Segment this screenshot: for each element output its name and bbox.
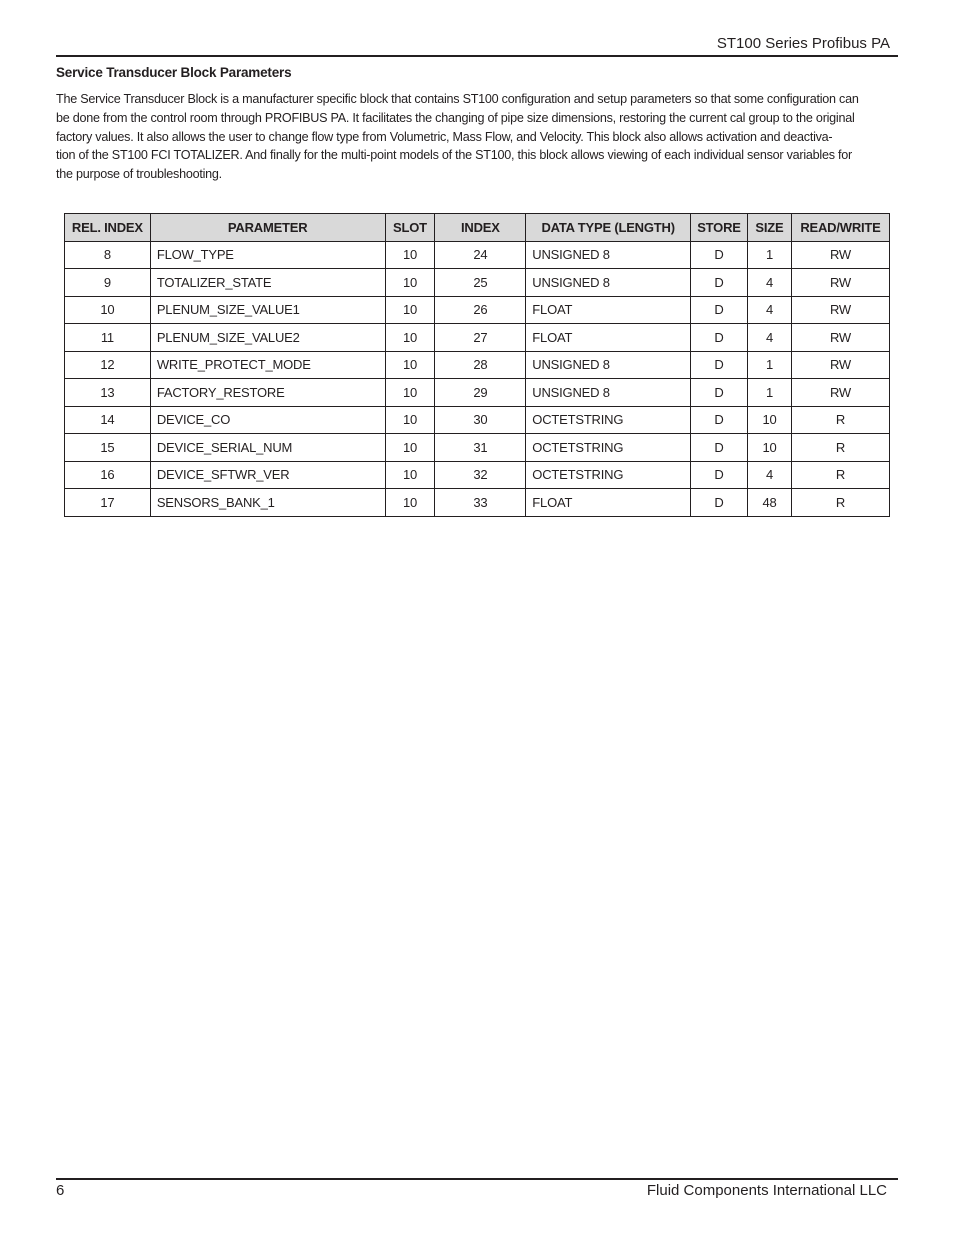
cell-store: D — [691, 406, 748, 434]
cell-data-type: OCTETSTRING — [526, 406, 691, 434]
cell-index: 30 — [435, 406, 526, 434]
cell-data-type: FLOAT — [526, 324, 691, 352]
cell-parameter: FACTORY_RESTORE — [150, 379, 385, 407]
cell-parameter: SENSORS_BANK_1 — [150, 489, 385, 517]
cell-index: 29 — [435, 379, 526, 407]
cell-data-type: OCTETSTRING — [526, 434, 691, 462]
cell-rel-index: 15 — [65, 434, 151, 462]
cell-read-write: RW — [791, 351, 889, 379]
cell-index: 31 — [435, 434, 526, 462]
cell-index: 27 — [435, 324, 526, 352]
table-body — [65, 241, 890, 516]
cell-parameter: DEVICE_CO — [150, 406, 385, 434]
section-title: Service Transducer Block Parameters — [56, 65, 292, 80]
cell-parameter: PLENUM_SIZE_VALUE1 — [150, 296, 385, 324]
cell-rel-index: 9 — [65, 269, 151, 297]
column-header-data-type: DATA TYPE (LENGTH) — [526, 214, 691, 242]
table-row — [65, 296, 890, 324]
cell-parameter: DEVICE_SERIAL_NUM — [150, 434, 385, 462]
cell-index: 28 — [435, 351, 526, 379]
cell-rel-index: 12 — [65, 351, 151, 379]
table-row — [65, 434, 890, 462]
cell-rel-index: 17 — [65, 489, 151, 517]
intro-paragraph — [56, 90, 898, 184]
column-header-size: SIZE — [747, 214, 791, 242]
cell-size: 1 — [747, 351, 791, 379]
column-header-read-write: READ/WRITE — [791, 214, 889, 242]
column-header-store: STORE — [691, 214, 748, 242]
table-header-row — [65, 214, 890, 242]
cell-parameter: DEVICE_SFTWR_VER — [150, 461, 385, 489]
table-row — [65, 241, 890, 269]
cell-read-write: R — [791, 406, 889, 434]
cell-read-write: RW — [791, 324, 889, 352]
table-row — [65, 324, 890, 352]
cell-store: D — [691, 241, 748, 269]
cell-parameter: PLENUM_SIZE_VALUE2 — [150, 324, 385, 352]
cell-data-type: FLOAT — [526, 489, 691, 517]
cell-size: 1 — [747, 241, 791, 269]
intro-line: factory values. It also allows the user to change flow type from Volumetric, Mass Flow, and Velocity. This block also allows activation and deactiva- — [56, 129, 833, 144]
column-header-parameter: PARAMETER — [150, 214, 385, 242]
cell-store: D — [691, 461, 748, 489]
cell-slot: 10 — [385, 269, 435, 297]
cell-slot: 10 — [385, 489, 435, 517]
table-row — [65, 379, 890, 407]
cell-parameter: FLOW_TYPE — [150, 241, 385, 269]
column-header-rel-index: REL. INDEX — [65, 214, 151, 242]
table-row — [65, 461, 890, 489]
table-row — [65, 269, 890, 297]
cell-data-type: OCTETSTRING — [526, 461, 691, 489]
cell-data-type: UNSIGNED 8 — [526, 379, 691, 407]
cell-index: 24 — [435, 241, 526, 269]
cell-size: 1 — [747, 379, 791, 407]
cell-store: D — [691, 379, 748, 407]
cell-data-type: UNSIGNED 8 — [526, 269, 691, 297]
intro-line: tion of the ST100 FCI TOTALIZER. And finally for the multi-point models of the ST100, this block allows viewing of each individual sensor variables for — [56, 148, 852, 163]
cell-index: 33 — [435, 489, 526, 517]
cell-size: 4 — [747, 269, 791, 297]
column-header-index: INDEX — [435, 214, 526, 242]
cell-read-write: RW — [791, 269, 889, 297]
footer-company-name: Fluid Components International LLC — [646, 1182, 887, 1199]
cell-slot: 10 — [385, 434, 435, 462]
cell-read-write: R — [791, 434, 889, 462]
cell-size: 10 — [747, 406, 791, 434]
cell-size: 4 — [747, 461, 791, 489]
cell-rel-index: 16 — [65, 461, 151, 489]
cell-store: D — [691, 351, 748, 379]
cell-rel-index: 8 — [65, 241, 151, 269]
cell-parameter: TOTALIZER_STATE — [150, 269, 385, 297]
page-header-title: ST100 Series Profibus PA — [716, 35, 890, 52]
table-row — [65, 489, 890, 517]
cell-store: D — [691, 269, 748, 297]
cell-data-type: UNSIGNED 8 — [526, 351, 691, 379]
cell-index: 32 — [435, 461, 526, 489]
cell-parameter: WRITE_PROTECT_MODE — [150, 351, 385, 379]
cell-index: 25 — [435, 269, 526, 297]
cell-size: 4 — [747, 324, 791, 352]
page-number: 6 — [56, 1182, 65, 1199]
cell-size: 10 — [747, 434, 791, 462]
cell-read-write: RW — [791, 241, 889, 269]
cell-index: 26 — [435, 296, 526, 324]
column-header-slot: SLOT — [385, 214, 435, 242]
cell-rel-index: 10 — [65, 296, 151, 324]
cell-slot: 10 — [385, 379, 435, 407]
cell-read-write: RW — [791, 379, 889, 407]
cell-store: D — [691, 434, 748, 462]
cell-data-type: UNSIGNED 8 — [526, 241, 691, 269]
cell-read-write: RW — [791, 296, 889, 324]
cell-size: 48 — [747, 489, 791, 517]
cell-data-type: FLOAT — [526, 296, 691, 324]
header-divider — [56, 55, 898, 57]
cell-store: D — [691, 489, 748, 517]
intro-line: the purpose of troubleshooting. — [56, 167, 222, 182]
cell-slot: 10 — [385, 351, 435, 379]
table-row — [65, 351, 890, 379]
parameters-table — [64, 213, 890, 517]
cell-slot: 10 — [385, 461, 435, 489]
cell-slot: 10 — [385, 324, 435, 352]
cell-store: D — [691, 324, 748, 352]
cell-rel-index: 11 — [65, 324, 151, 352]
cell-read-write: R — [791, 461, 889, 489]
cell-size: 4 — [747, 296, 791, 324]
intro-line: The Service Transducer Block is a manufacturer specific block that contains ST100 configuration and setup parameters so that some configuration can — [56, 92, 859, 106]
cell-slot: 10 — [385, 241, 435, 269]
cell-slot: 10 — [385, 296, 435, 324]
cell-read-write: R — [791, 489, 889, 517]
intro-line: be done from the control room through PROFIBUS PA. It facilitates the changing of pipe size dimensions, restoring the current cal group to the original — [56, 110, 855, 125]
table-row — [65, 406, 890, 434]
cell-rel-index: 13 — [65, 379, 151, 407]
cell-rel-index: 14 — [65, 406, 151, 434]
cell-store: D — [691, 296, 748, 324]
footer-divider — [56, 1178, 898, 1180]
cell-slot: 10 — [385, 406, 435, 434]
